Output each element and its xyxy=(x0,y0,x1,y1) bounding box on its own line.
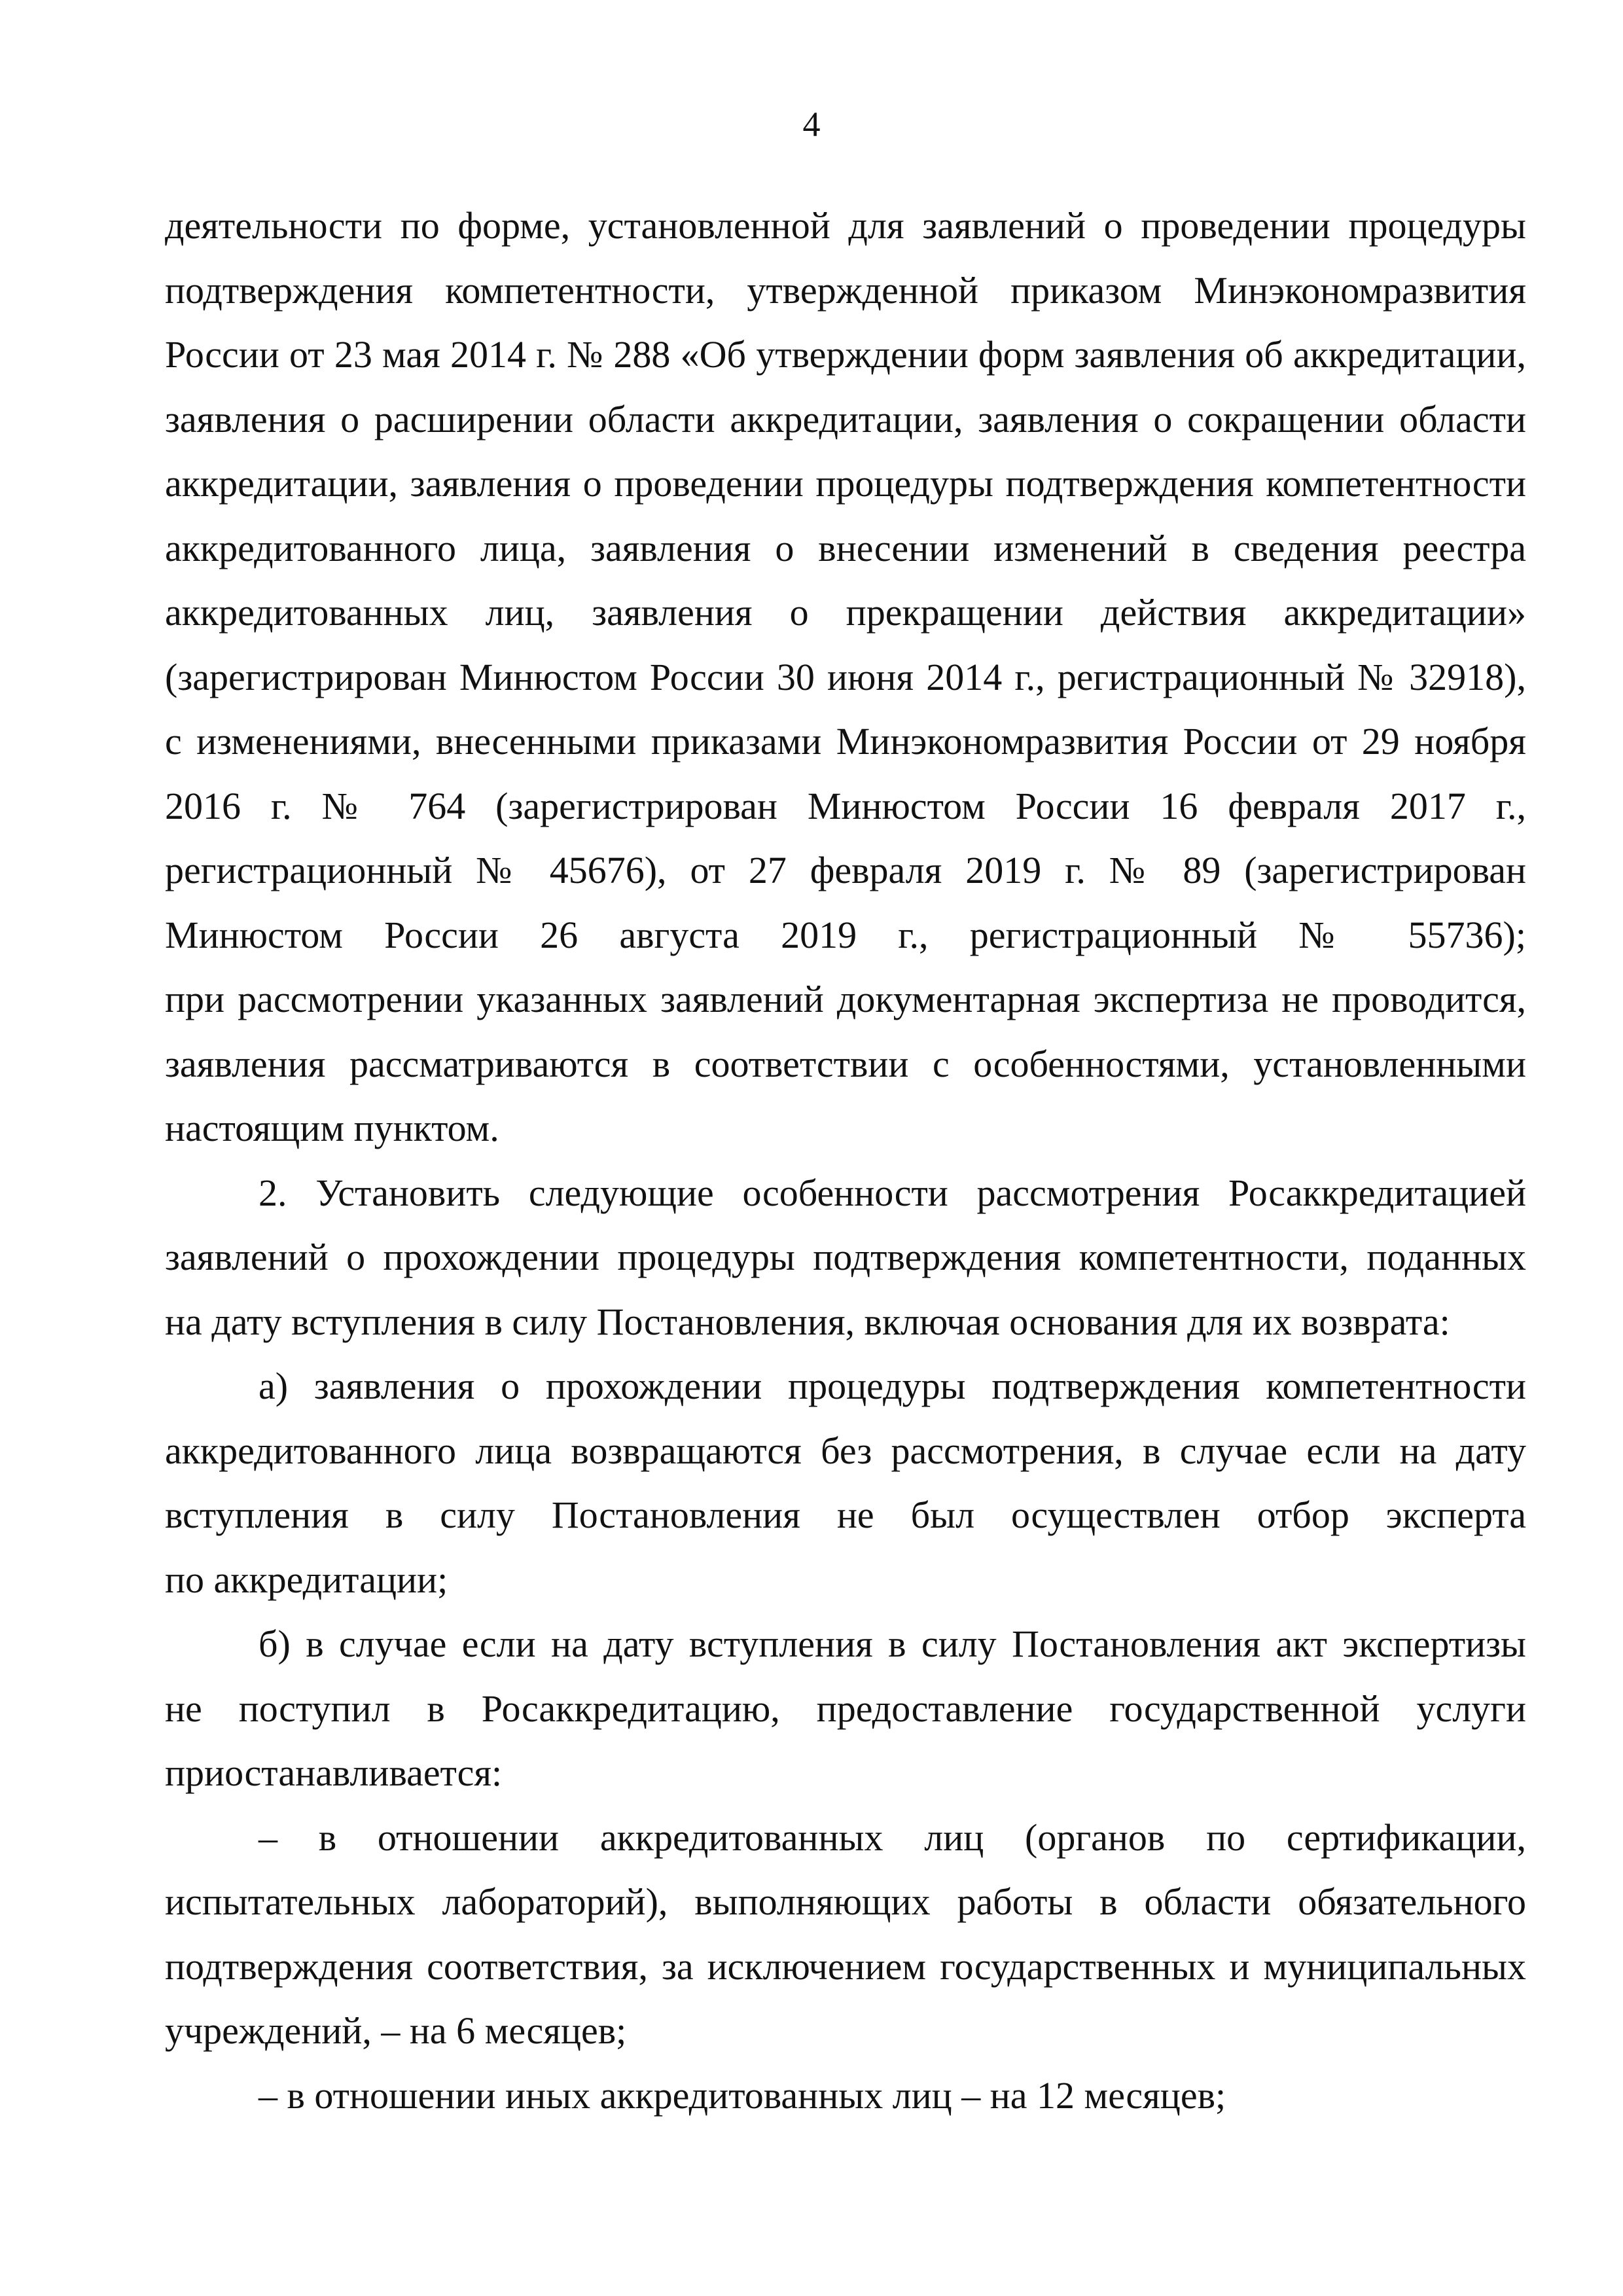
text-line: 2. Установить следующие особенности рассмотрения Росаккредитацией xyxy=(259,1171,1526,1214)
page-number: 4 xyxy=(802,105,821,144)
text-line: б) в случае если на дату вступления в силу Постановления акт экспертизы xyxy=(259,1623,1526,1665)
text-line: испытательных лабораторий), выполняющих работы в области обязательного xyxy=(165,1880,1526,1923)
text-line: с изменениями, внесенными приказами Минэкономразвития России от 29 ноября xyxy=(165,720,1526,762)
text-line: аккредитованного лица, заявления о внесении изменений в сведения реестра xyxy=(165,526,1526,569)
text-line: по аккредитации; xyxy=(165,1558,448,1601)
text-line: аккредитации, заявления о проведении процедуры подтверждения компетентности xyxy=(165,462,1526,505)
paragraph-subitem-b xyxy=(165,1612,1526,1806)
text-line: – в отношении аккредитованных лиц (органов по сертификации, xyxy=(259,1816,1526,1859)
text-line: аккредитованных лиц, заявления о прекращении действия аккредитации» xyxy=(165,591,1526,634)
text-line: при рассмотрении указанных заявлений документарная экспертиза не проводится, xyxy=(165,978,1526,1020)
text-line: заявления рассматриваются в соответствии с особенностями, установленными xyxy=(165,1042,1526,1085)
text-line: России от 23 мая 2014 г. № 288 «Об утверждении форм заявления об аккредитации, xyxy=(165,333,1526,376)
text-line: а) заявления о прохождении процедуры подтверждения компетентности xyxy=(259,1365,1526,1407)
text-line: подтверждения соответствия, за исключением государственных и муниципальных xyxy=(165,1945,1526,1988)
dash-list-item xyxy=(165,2064,1526,2128)
text-line: приостанавливается: xyxy=(165,1751,503,1794)
text-line: заявления о расширении области аккредитации, заявления о сокращении области xyxy=(165,397,1526,440)
text-line: настоящим пунктом. xyxy=(165,1107,499,1149)
text-line: аккредитованного лица возвращаются без рассмотрения, в случае если на дату xyxy=(165,1429,1526,1472)
text-line: учреждений, – на 6 месяцев; xyxy=(165,2009,627,2052)
paragraph-item-2 xyxy=(165,1161,1526,1355)
paragraph-subitem-a xyxy=(165,1354,1526,1612)
text-line: вступления в силу Постановления не был осуществлен отбор эксперта xyxy=(165,1494,1526,1536)
document-body xyxy=(165,194,1526,2128)
text-line: регистрационный № 45676), от 27 февраля 2019 г. № 89 (зарегистрирован xyxy=(165,849,1526,891)
dash-list-item xyxy=(165,1806,1526,2064)
text-line: подтверждения компетентности, утвержденной приказом Минэкономразвития xyxy=(165,268,1526,312)
text-line: на дату вступления в силу Постановления, включая основания для их возврата: xyxy=(165,1300,1450,1343)
paragraph-continuation xyxy=(165,194,1526,1161)
text-line: – в отношении иных аккредитованных лиц – на 12 месяцев; xyxy=(259,2073,1226,2117)
text-line: (зарегистрирован Минюстом России 30 июня 2014 г., регистрационный № 32918), xyxy=(165,655,1526,698)
text-line: Минюстом России 26 августа 2019 г., регистрационный № 55736); xyxy=(165,913,1526,956)
text-line: заявлений о прохождении процедуры подтверждения компетентности, поданных xyxy=(165,1236,1526,1278)
text-line: не поступил в Росаккредитацию, предоставление государственной услуги xyxy=(165,1687,1526,1730)
text-line: деятельности по форме, установленной для заявлений о проведении процедуры xyxy=(165,204,1526,247)
text-line: 2016 г. № 764 (зарегистрирован Минюстом России 16 февраля 2017 г., xyxy=(165,784,1526,827)
